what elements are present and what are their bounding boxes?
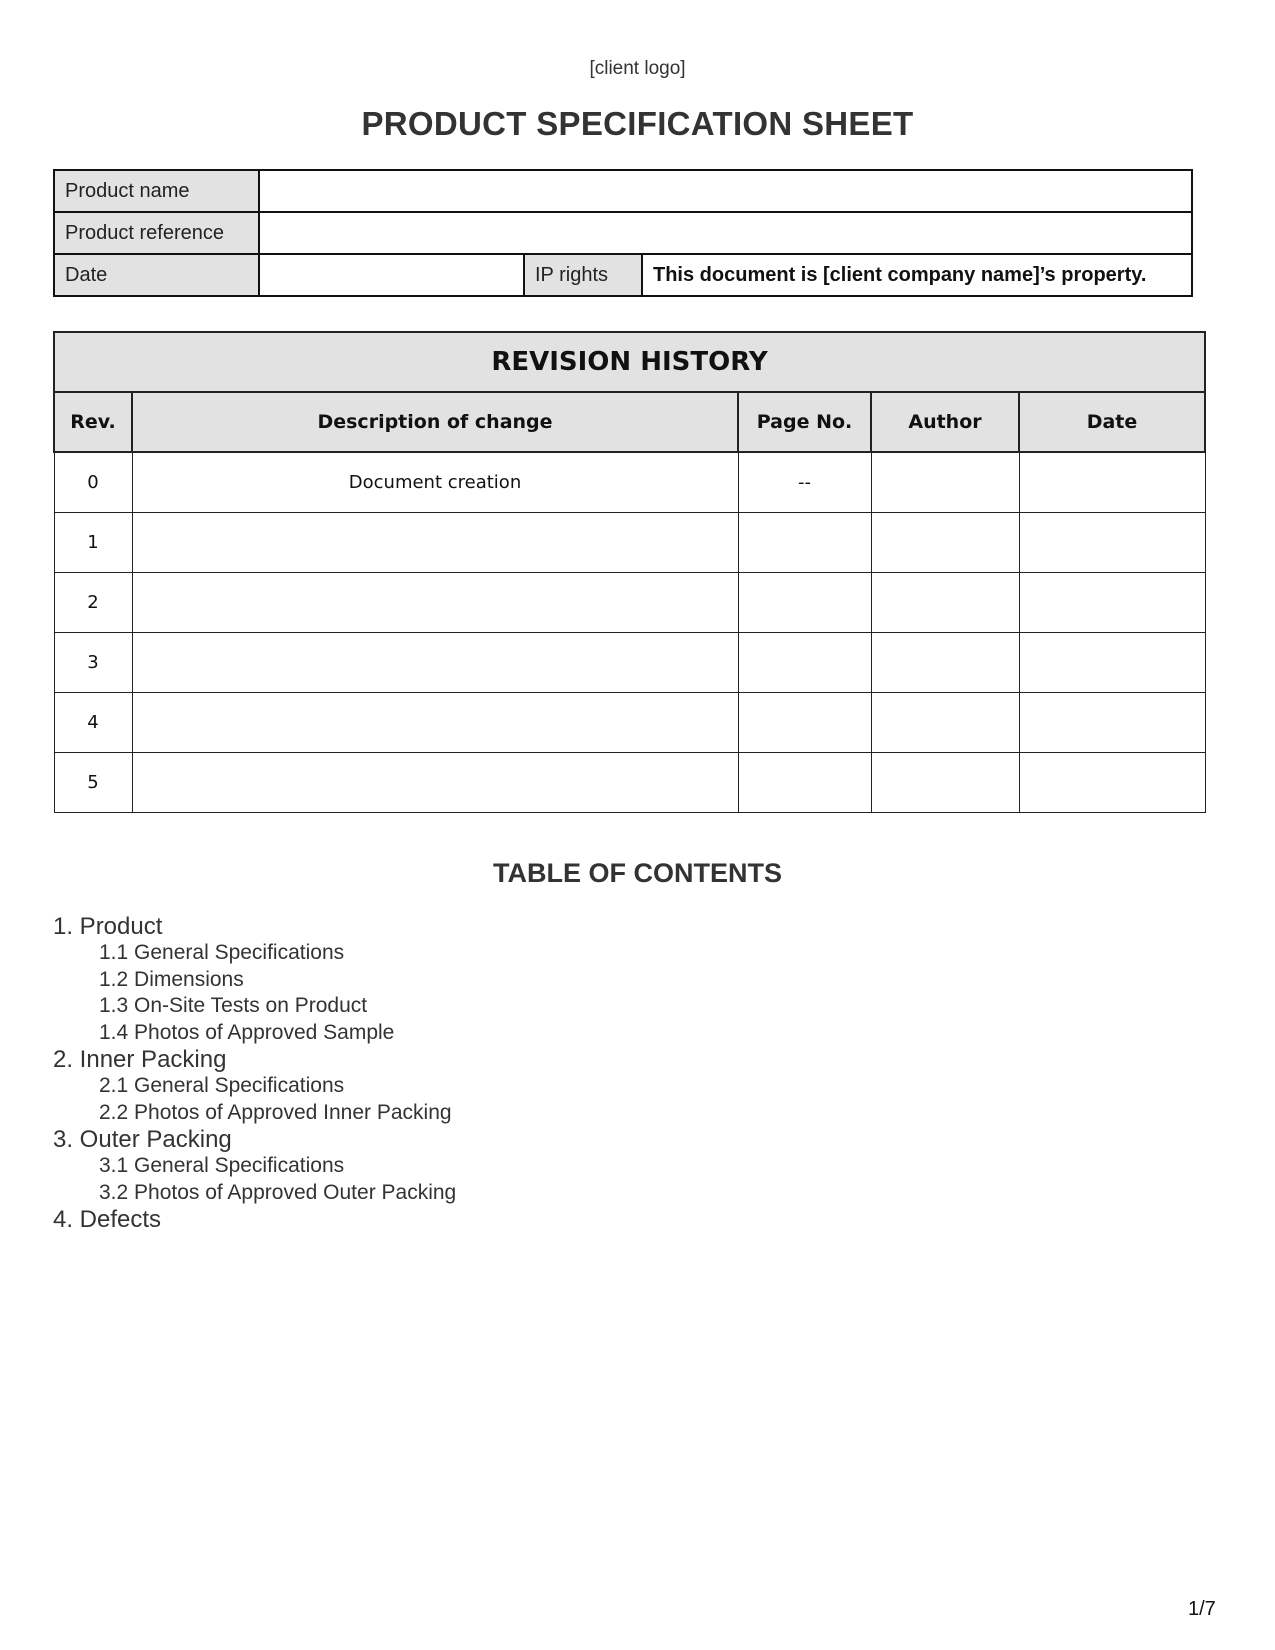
page-cell[interactable] [738,513,871,573]
date-cell[interactable] [1019,633,1205,693]
date-cell[interactable] [1019,693,1205,753]
product-reference-field[interactable] [259,212,1192,254]
rev-cell: 1 [54,513,132,573]
page-cell[interactable]: -- [738,452,871,513]
table-row [54,693,1205,753]
page-number: 1/7 [1188,1598,1216,1620]
toc-item[interactable]: 1. Product [53,913,163,940]
toc-subitem[interactable]: 1.4 Photos of Approved Sample [99,1020,395,1044]
revision-history-title: REVISION HISTORY [54,332,1205,392]
toc-title: TABLE OF CONTENTS [493,858,782,888]
page-cell[interactable] [738,753,871,813]
rev-cell: 0 [54,452,132,513]
toc-item[interactable]: 4. Defects [53,1206,162,1233]
author-cell[interactable] [871,633,1019,693]
author-cell[interactable] [871,693,1019,753]
author-cell[interactable] [871,452,1019,513]
product-name-field[interactable] [259,170,1192,212]
toc-item[interactable]: 2. Inner Packing [53,1046,227,1073]
column-header-author: Author [871,392,1019,452]
column-header-date: Date [1019,392,1205,452]
table-row [54,753,1205,813]
rev-cell: 2 [54,573,132,633]
table-row [54,573,1205,633]
page-cell[interactable] [738,693,871,753]
revision-history-table [53,331,1206,813]
date-ip-row [54,254,1192,296]
client-logo-placeholder: [client logo] [589,58,686,79]
description-cell[interactable] [132,513,738,573]
product-reference-label: Product reference [54,212,259,254]
toc-subitem[interactable]: 2.1 General Specifications [99,1074,345,1097]
product-reference-row [54,212,1192,254]
author-cell[interactable] [871,573,1019,633]
toc-subitem[interactable]: 2.2 Photos of Approved Inner Packing [99,1100,452,1124]
toc-subitem[interactable]: 1.2 Dimensions [99,967,244,991]
table-row [54,633,1205,693]
document-title: PRODUCT SPECIFICATION SHEET [361,105,914,142]
ip-rights-label: IP rights [524,254,642,296]
table-row [54,452,1205,513]
product-info-table [53,169,1193,297]
date-label: Date [54,254,259,296]
date-cell[interactable] [1019,753,1205,813]
product-name-row [54,170,1192,212]
page-cell[interactable] [738,633,871,693]
toc-subitem[interactable]: 3.1 General Specifications [99,1154,345,1177]
product-name-label: Product name [54,170,259,212]
description-cell[interactable] [132,693,738,753]
ip-rights-value: This document is [client company name]’s property. [642,254,1192,296]
rev-cell: 5 [54,753,132,813]
description-cell[interactable]: Document creation [132,452,738,513]
toc-subitem[interactable]: 3.2 Photos of Approved Outer Packing [99,1180,457,1204]
rev-cell: 4 [54,693,132,753]
toc-subitem[interactable]: 1.3 On-Site Tests on Product [99,994,368,1017]
toc-item[interactable]: 3. Outer Packing [53,1126,232,1153]
toc-list [53,913,456,1233]
date-field[interactable] [259,254,524,296]
revision-history-title-row [54,332,1205,392]
author-cell[interactable] [871,513,1019,573]
revision-history-header-row [54,392,1205,452]
author-cell[interactable] [871,753,1019,813]
description-cell[interactable] [132,753,738,813]
column-header-page-no: Page No. [738,392,871,452]
description-cell[interactable] [132,573,738,633]
date-cell[interactable] [1019,452,1205,513]
column-header-rev: Rev. [54,392,132,452]
description-cell[interactable] [132,633,738,693]
page-cell[interactable] [738,573,871,633]
date-cell[interactable] [1019,513,1205,573]
date-cell[interactable] [1019,573,1205,633]
toc-subitem[interactable]: 1.1 General Specifications [99,941,345,964]
column-header-description: Description of change [132,392,738,452]
rev-cell: 3 [54,633,132,693]
table-row [54,513,1205,573]
